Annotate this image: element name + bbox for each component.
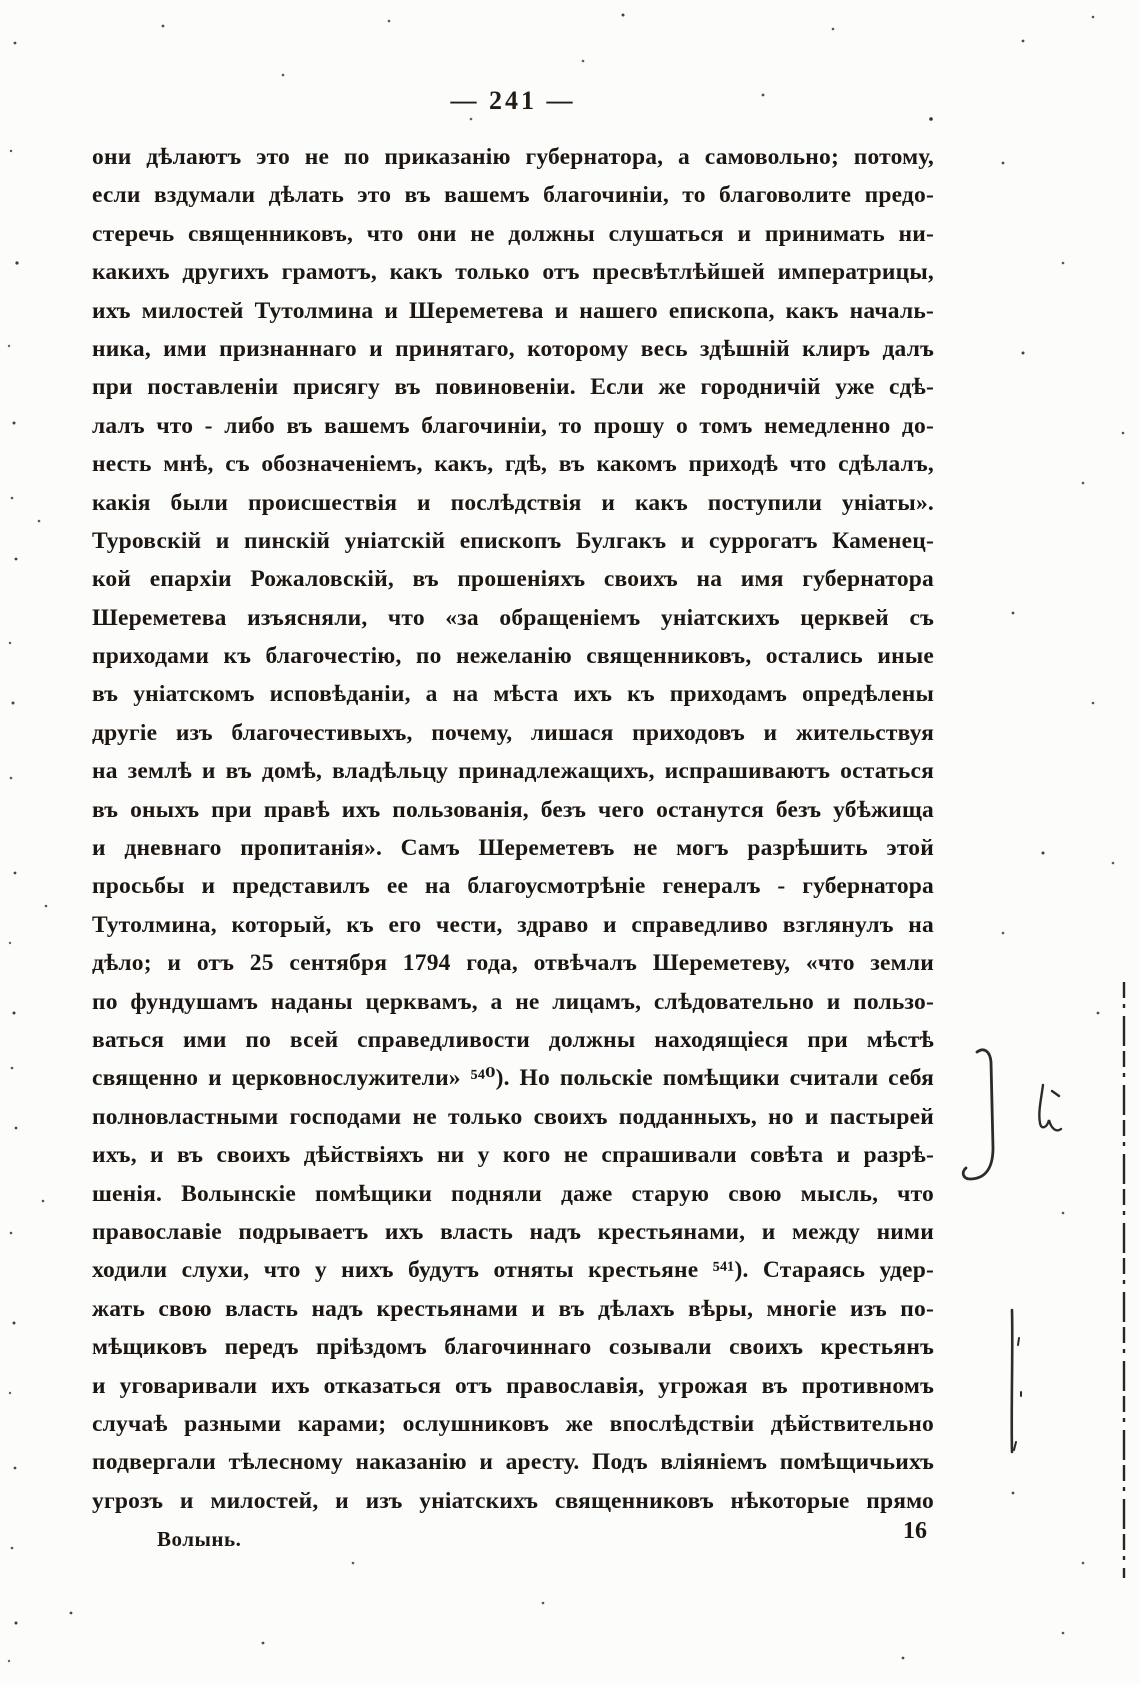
text-line: несть мнѣ, съ обозначеніемъ, какъ, гдѣ, въ какомъ приходѣ что сдѣлалъ,: [92, 451, 934, 478]
margin-ink-line-commas: [1014, 1338, 1021, 1450]
page-number-header: — 241 —: [450, 86, 576, 115]
text-line: стеречь священниковъ, что они не должны слушаться и принимать ни-: [92, 220, 934, 247]
text-line: и уговаривали ихъ отказаться отъ православія, угрожая въ противномъ: [92, 1372, 934, 1399]
text-line: другіе изъ благочестивыхъ, почему, лишася приходовъ и жительствуя: [92, 719, 934, 746]
text-line: православіе подрываетъ ихъ власть надъ крестьянами, и между ними: [92, 1218, 934, 1245]
text-line: полновластными господами не только своихъ подданныхъ, но и пастырей: [92, 1103, 934, 1130]
text-line: священно и церковнослужители» ⁵⁴⁰). Но польскіе помѣщики считали себя: [92, 1065, 934, 1092]
text-line: подвергали тѣлесному наказанію и аресту. Подъ вліяніемъ помѣщичьихъ: [92, 1449, 934, 1476]
text-line: они дѣлаютъ это не по приказанію губернатора, а самовольно; потому,: [92, 144, 934, 170]
margin-handwritten-scribble: [1039, 1085, 1061, 1130]
text-line: дѣло; и отъ 25 сентября 1794 года, отвѣчалъ Шереметеву, «что земли: [92, 950, 934, 977]
text-line: какія были происшествія и послѣдствія и какъ поступили уніаты».: [92, 489, 934, 516]
body-text-block: [92, 138, 934, 1520]
text-line: мѣщиковъ передъ пріѣздомъ благочиннаго созывали своихъ крестьянъ: [92, 1334, 934, 1361]
text-line: кой епархіи Рожаловскій, въ прошеніяхъ своихъ на имя губернатора: [92, 566, 934, 593]
margin-ink-bracket: [963, 1050, 993, 1179]
text-line: какихъ другихъ грамотъ, какъ только отъ пресвѣтлѣйшей императрицы,: [92, 259, 934, 286]
text-line: приходами къ благочестію, по нежеланію священниковъ, остались иные: [92, 643, 934, 670]
text-line: жать свою власть надъ крестьянами и въ дѣлахъ вѣры, многіе изъ по-: [92, 1295, 934, 1322]
text-line: ваться ими по всей справедливости должны находящіеся при мѣстѣ: [92, 1026, 934, 1053]
text-line: шенія. Волынскіе помѣщики подняли даже старую свою мысль, что: [92, 1180, 934, 1207]
text-line: ника, ими признаннаго и принятаго, которому весь здѣшній клиръ далъ: [92, 335, 934, 362]
scan-noise-specks: [0, 0, 2, 2]
margin-ink-line: [1012, 1310, 1013, 1452]
text-line: и дневнаго пропитанія». Самъ Шереметевъ не могъ разрѣшить этой: [92, 835, 934, 862]
text-line: при поставленіи присягу въ повиновеніи. Если же городничій уже сдѣ-: [92, 374, 934, 401]
text-line: ихъ милостей Тутолмина и Шереметева и нашего епископа, какъ началь-: [92, 297, 934, 324]
text-line: лалъ что - либо въ вашемъ благочиніи, то прошу о томъ немедленно до-: [92, 412, 934, 439]
text-line: Шереметева изъясняли, что «за обращеніемъ уніатскихъ церквей съ: [92, 604, 934, 631]
text-line: просьбы и представилъ ее на благоусмотрѣніе генералъ - губернатора: [92, 873, 934, 900]
margin-scribble-tick: [1052, 1091, 1059, 1096]
text-line: ходили слухи, что у нихъ будутъ отняты крестьяне ⁵⁴¹). Стараясь удер-: [92, 1257, 934, 1284]
text-line: на землѣ и въ домѣ, владѣльцу принадлежащихъ, испрашиваютъ остаться: [92, 758, 934, 785]
text-line: въ уніатскомъ исповѣданіи, а на мѣста ихъ къ приходамъ опредѣлены: [92, 681, 934, 708]
text-line: угрозъ и милостей, и изъ уніатскихъ священниковъ нѣкоторые прямо: [92, 1487, 934, 1514]
text-line: въ оныхъ при правѣ ихъ пользованія, безъ чего останутся безъ убѣжища: [92, 796, 934, 823]
text-line: Тутолмина, который, къ его чести, здраво и справедливо взглянулъ на: [92, 911, 934, 938]
text-line: если вздумали дѣлать это въ вашемъ благочиніи, то благоволите предо-: [92, 182, 934, 209]
text-line: ихъ, и въ своихъ дѣйствіяхъ ни у кого не спрашивали совѣта и разрѣ-: [92, 1142, 934, 1169]
text-line: случаѣ разными карами; ослушниковъ же впослѣдствіи дѣйствительно: [92, 1410, 934, 1437]
text-line: Туровскій и пинскій уніатскій епископъ Булгакъ и суррогатъ Каменец-: [92, 527, 934, 554]
text-line: по фундушамъ наданы церквамъ, а не лицамъ, слѣдовательно и пользо-: [92, 988, 934, 1015]
footer-catchword: Волынь.: [157, 1527, 242, 1551]
footer-signature-number: 16: [903, 1518, 927, 1544]
